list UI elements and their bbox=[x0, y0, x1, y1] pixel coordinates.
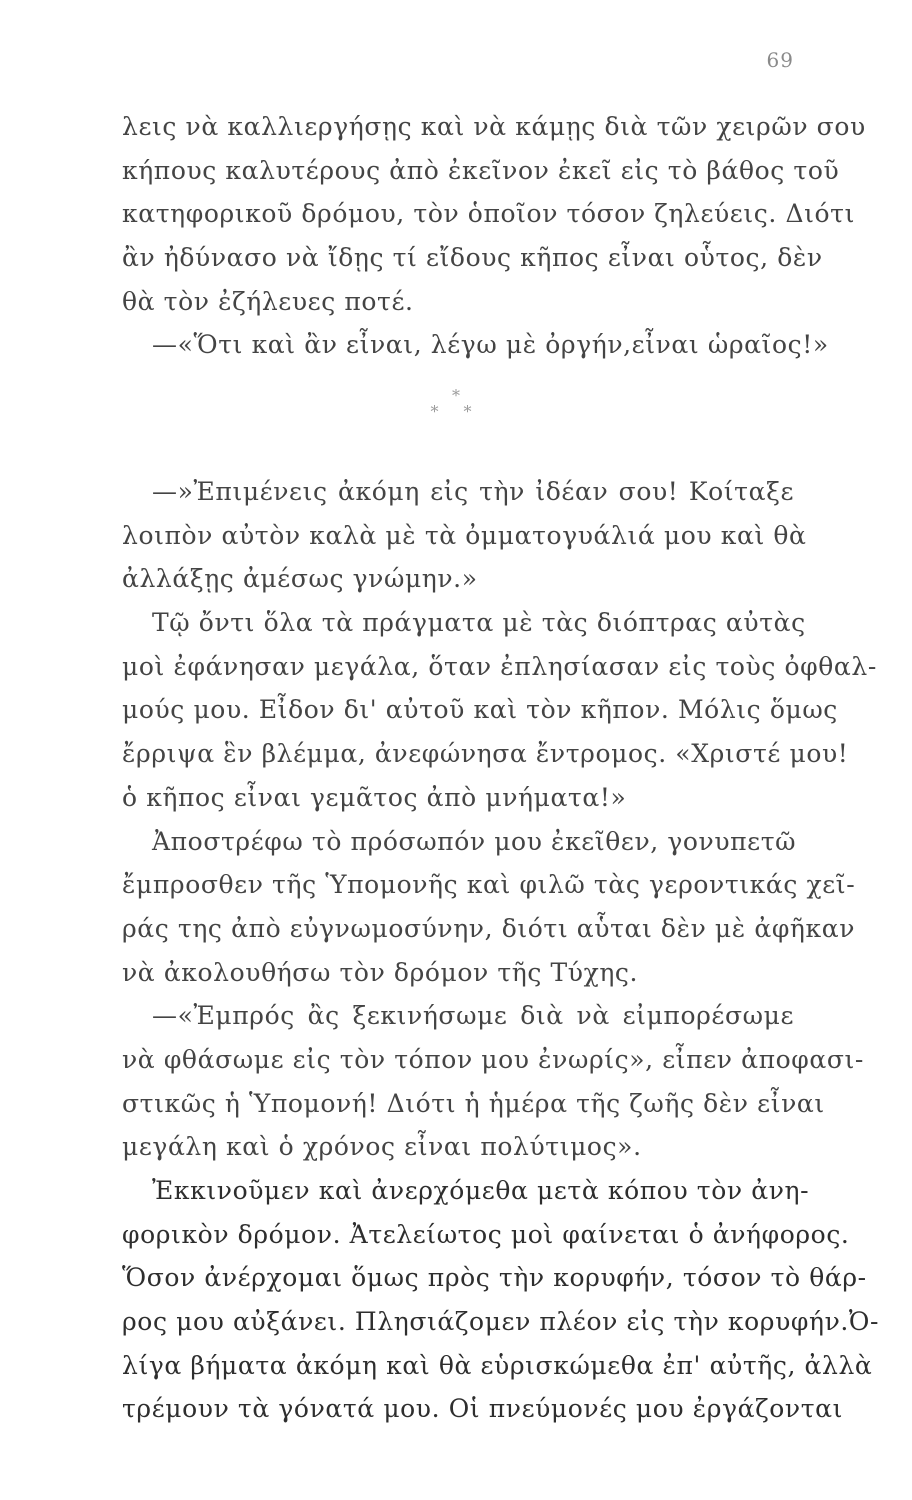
text-line: μούς μου. Εἶδον δι' αὐτοῦ καὶ τὸν κῆπον. Μόλις ὅμως bbox=[122, 695, 838, 725]
text-line: νὰ φθάσωμε εἰς τὸν τόπον μου ἐνωρίς», εἶπεν ἀποφασι- bbox=[122, 1044, 864, 1074]
dialogue-line: —»Ἐπιμένεις ἀκόμη εἰς τὴν ἰδέαν σου! Κοίταξε bbox=[152, 477, 794, 506]
text-line: ἂν ἠδύνασο νὰ ἴδῃς τί εἴδους κῆπος εἶναι οὗτος, δὲν bbox=[122, 243, 823, 273]
text-line: κήπους καλυτέρους ἀπὸ ἐκεῖνον ἐκεῖ εἰς τὸ βάθος τοῦ bbox=[122, 155, 840, 185]
text-line: Τῷ ὄντι ὅλα τὰ πράγματα μὲ τὰς διόπτρας αὐτὰς bbox=[152, 608, 806, 638]
text-line: ἔρριψα ἓν βλέμμα, ἀνεφώνησα ἔντρομος. «Χριστέ μου! bbox=[122, 739, 849, 769]
text-line: λεις νὰ καλλιεργήσῃς καὶ νὰ κάμῃς διὰ τῶν χειρῶν σου bbox=[122, 112, 866, 141]
text-line: Ἀποστρέφω τὸ πρόσωπόν μου ἐκεῖθεν, γονυπετῶ bbox=[152, 826, 797, 856]
text-line: ἔμπροσθεν τῆς Ὑπομονῆς καὶ φιλῶ τὰς γεροντικάς χεῖ- bbox=[122, 870, 856, 900]
separator-star-top: * bbox=[452, 386, 460, 405]
text-line: λίγα βήματα ἀκόμη καὶ θὰ εὑρισκώμεθα ἐπ' αὐτῆς, ἀλλὰ bbox=[122, 1350, 873, 1380]
paragraph-block-lower bbox=[122, 470, 880, 1431]
text-line: στικῶς ἡ Ὑπομονή! Διότι ἡ ἡμέρα τῆς ζωῆς δὲν εἶναι bbox=[122, 1088, 825, 1118]
text-line: ὁ κῆπος εἶναι γεμᾶτος ἀπὸ μνήματα!» bbox=[122, 782, 627, 812]
dialogue-line: —«Ἐμπρός ἂς ξεκινήσωμε διὰ νὰ εἰμπορέσωμε bbox=[152, 1001, 794, 1031]
text-line: λοιπὸν αὐτὸν καλὰ μὲ τὰ ὀμματογυάλιά μου καὶ θὰ bbox=[122, 520, 807, 550]
text-line: μοὶ ἐφάνησαν μεγάλα, ὅταν ἐπλησίασαν εἰς τοὺς ὀφθαλ- bbox=[122, 651, 877, 681]
text-line: κατηφορικοῦ δρόμου, τὸν ὁποῖον τόσον ζηλεύεις. Διότι bbox=[122, 199, 855, 229]
separator-stars-bottom: * * bbox=[430, 402, 482, 421]
section-separator bbox=[0, 388, 912, 420]
text-line: μεγάλη καὶ ὁ χρόνος εἶναι πολύτιμος». bbox=[122, 1132, 642, 1162]
text-line: Ὅσον ἀνέρχομαι ὅμως πρὸς τὴν κορυφήν, τόσον τὸ θάρ- bbox=[122, 1263, 867, 1293]
text-line: ρος μου αὐξάνει. Πλησιάζομεν πλέον εἰς τὴν κορυφήν.Ὀ- bbox=[122, 1307, 880, 1337]
page-number: 69 bbox=[766, 48, 794, 72]
text-line: Ἐκκινοῦμεν καὶ ἀνερχόμεθα μετὰ κόπου τὸν ἀνη- bbox=[152, 1176, 810, 1205]
text-line: ἀλλάξῃς ἀμέσως γνώμην.» bbox=[122, 564, 478, 594]
text-line: νὰ ἀκολουθήσω τὸν δρόμον τῆς Τύχης. bbox=[122, 957, 639, 987]
text-line: ράς της ἀπὸ εὐγνωμοσύνην, διότι αὗται δὲν μὲ ἀφῆκαν bbox=[122, 913, 856, 943]
text-line: θὰ τὸν ἐζήλευες ποτέ. bbox=[122, 286, 414, 316]
paragraph-block-upper bbox=[122, 105, 866, 367]
text-line: φορικὸν δρόμον. Ἀτελείωτος μοὶ φαίνεται ὁ ἀνήφορος. bbox=[122, 1219, 850, 1249]
dialogue-line: —«Ὅτι καὶ ἂν εἶναι, λέγω μὲ ὀργήν,εἶναι ὡραῖος!» bbox=[152, 330, 829, 360]
text-line: τρέμουν τὰ γόνατά μου. Οἱ πνεύμονές μου ἐργάζονται bbox=[122, 1394, 844, 1424]
